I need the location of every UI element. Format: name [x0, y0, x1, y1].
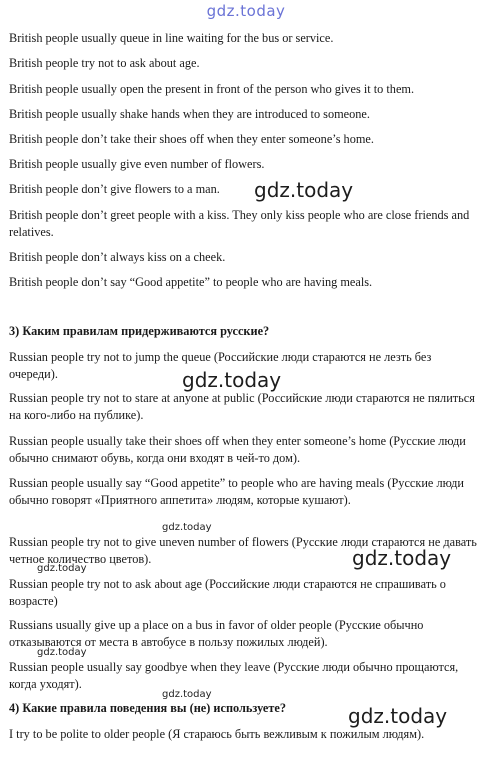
watermark-top: gdz.today	[206, 2, 286, 20]
british-rule-5: British people don’t take their shoes off when they enter someone’s home.	[9, 132, 374, 146]
british-rule-10: British people don’t say “Good appetite” to people who are having meals.	[9, 275, 373, 289]
russian-rule-2: Russian people try not to stare at anyone at public (Российские люди стараются не пялиться на кого-либо на публике).	[9, 391, 475, 422]
watermark-7: gdz.today	[162, 689, 212, 700]
watermark-3: gdz.today	[162, 522, 212, 533]
watermark-6: gdz.today	[37, 647, 87, 658]
british-rule-6: British people usually give even number of flowers.	[9, 157, 265, 171]
russian-rule-4: Russian people usually say “Good appetite” to people who are having meals (Русские люди обычно говорят «Приятного аппетита» людям, которые кушают).	[9, 476, 464, 507]
russian-rule-5: Russian people try not to give uneven number of flowers (Русские люди стараются не давать четное количество цветов).	[9, 535, 477, 566]
russian-rule-6: Russian people try not to ask about age (Российские люди стараются не спрашивать о возрасте)	[9, 577, 446, 608]
russian-rule-3: Russian people usually take their shoes off when they enter someone’s home (Русские люди обычно снимают обувь, когда они входят в чей-то дом).	[9, 434, 466, 465]
british-rule-9: British people don’t always kiss on a cheek.	[9, 250, 226, 264]
british-rule-3: British people usually open the present in front of the person who gives it to them.	[9, 82, 415, 96]
section-4-heading: 4) Какие правила поведения вы (не) используете?	[9, 701, 286, 715]
section-3-heading: 3) Каким правилам придерживаются русские?	[9, 324, 270, 338]
watermark-5: gdz.today	[37, 563, 87, 574]
british-rule-4: British people usually shake hands when they are introduced to someone.	[9, 107, 370, 121]
watermark-8: gdz.today	[348, 704, 448, 728]
watermark-2: gdz.today	[182, 368, 282, 392]
british-rule-7: British people don’t give flowers to a man.	[9, 182, 220, 196]
british-rule-8: British people don’t greet people with a kiss. They only kiss people who are close friends and relatives.	[9, 208, 470, 239]
british-rule-2: British people try not to ask about age.	[9, 56, 200, 70]
russian-rule-1: Russian people try not to jump the queue (Российские люди стараются не лезть без очереди).	[9, 350, 432, 381]
british-rule-1: British people usually queue in line waiting for the bus or service.	[9, 31, 334, 45]
russian-rule-8: Russian people usually say goodbye when they leave (Русские люди обычно прощаются, когда уходят).	[9, 660, 459, 691]
watermark-4: gdz.today	[352, 546, 452, 570]
own-rule-1: I try to be polite to older people (Я стараюсь быть вежливым к пожилым людям).	[9, 727, 425, 741]
russian-rule-7: Russians usually give up a place on a bus in favor of older people (Русские обычно отказываются от места в автобусе в пользу пожилых людей).	[9, 618, 424, 649]
watermark-1: gdz.today	[254, 178, 354, 202]
